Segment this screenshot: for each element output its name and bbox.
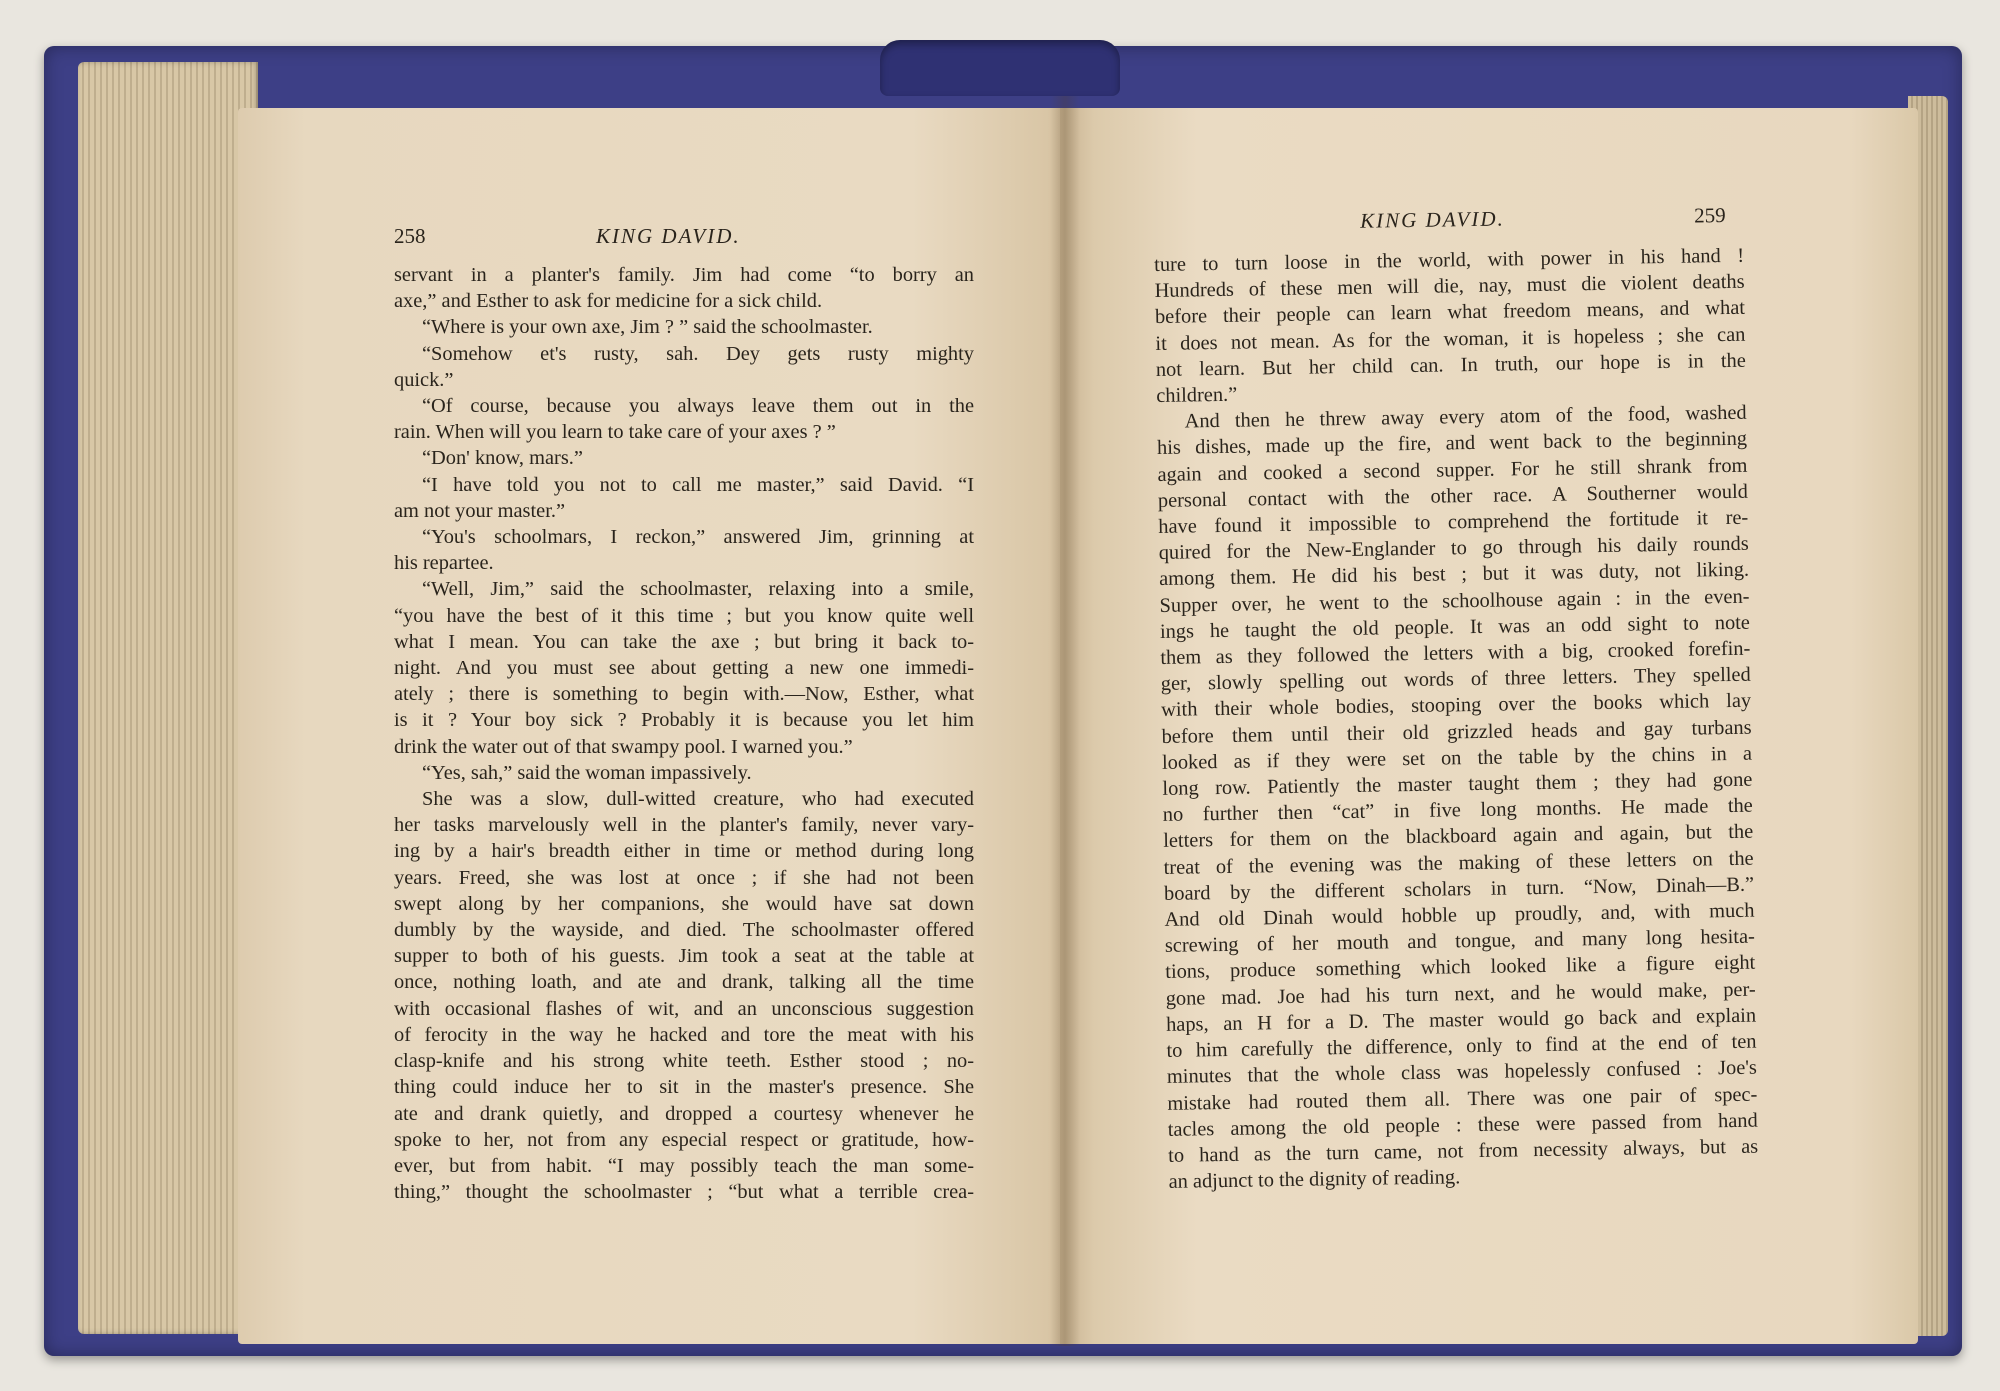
text-line: an adjunct to the dignity of reading.	[1168, 1166, 1461, 1193]
right-page-text	[1154, 243, 1759, 1195]
text-line: of ferocity in the way he hacked and tore the meat with his	[394, 1023, 974, 1046]
text-line: ately ; there is something to begin with.—Now, Esther, what	[394, 683, 974, 706]
text-line: ture to turn loose in the world, with power in his hand !	[1154, 244, 1745, 276]
text-line: letters for them on the blackboard again and again, but the	[1163, 821, 1754, 853]
text-line: not learn. But her child can. In truth, our hope is in the	[1155, 349, 1746, 381]
text-line: “Of course, because you always leave them out in the	[422, 395, 974, 418]
text-line: her tasks marvelously well in the planter's family, never vary-	[394, 814, 974, 837]
text-line: am not your master.”	[394, 499, 566, 522]
text-line: mistake had routed them all. There was one pair of spec-	[1167, 1083, 1758, 1115]
text-line: before them until their old grizzled heads and gay turbans	[1161, 716, 1752, 748]
text-line: his dishes, made up the fire, and went back to the beginning	[1156, 428, 1748, 460]
text-line: tacles among the old people : these were passed from hand	[1167, 1109, 1758, 1141]
book-spine	[880, 40, 1120, 96]
text-line: looked as if they were set on the table by the chins in a	[1161, 742, 1753, 774]
text-line: ate and drank quietly, and dropped a courtesy whenever he	[394, 1102, 974, 1125]
text-line: “Yes, sah,” said the woman impassively.	[422, 761, 752, 784]
text-line: “Somehow et's rusty, sah. Dey gets rusty mighty	[422, 342, 974, 365]
text-line: no further then “cat” in five long months. He made the	[1162, 794, 1753, 827]
text-line: them as they followed the letters with a big, crooked forefin-	[1160, 637, 1751, 669]
text-line: “I have told you not to call me master,” said David. “I	[422, 473, 974, 496]
text-line: clasp-knife and his strong white teeth. Esther stood ; no-	[394, 1050, 974, 1073]
text-line: with occasional flashes of wit, and an unconscious suggestion	[394, 997, 974, 1020]
text-line: thing could induce her to sit in the master's presence. She	[394, 1076, 974, 1099]
text-line: again and cooked a second supper. For he still shrank from	[1157, 454, 1748, 486]
text-line: dumbly by the wayside, and died. The schoolmaster offered	[394, 919, 974, 942]
right-running-title: KING DAVID.	[1359, 206, 1505, 233]
text-line: She was a slow, dull-witted creature, who had executed	[422, 788, 974, 811]
text-line: what I mean. You can take the axe ; but bring it back to-	[394, 630, 974, 653]
text-line: among them. He did his best ; but it was duty, not liking.	[1158, 559, 1750, 591]
text-line: “You's schoolmars, I reckon,” answered Jim, grinning at	[422, 526, 974, 549]
text-line: before their people can learn what freedom means, and what	[1154, 297, 1746, 329]
text-line: swept along by her companions, she would have sat down	[394, 892, 974, 915]
text-line: treat of the evening was the making of these letters on the	[1163, 847, 1754, 879]
text-line: ing by a hair's breadth either in time or method during long	[394, 840, 974, 863]
text-line: drink the water out of that swampy pool. I warned you.”	[394, 735, 853, 758]
text-line: Supper over, he went to the schoolhouse again : in the even-	[1159, 585, 1750, 617]
text-line: once, nothing loath, and ate and drank, talking all the time	[394, 971, 974, 994]
text-line: spoke to her, not from any especial respect or gratitude, how-	[394, 1128, 974, 1151]
text-line: minutes that the whole class was hopelessly confused : Joe's	[1166, 1056, 1758, 1089]
text-line: screwing of her mouth and tongue, and many long hesita-	[1164, 925, 1756, 958]
right-page-number: 259	[1693, 203, 1726, 228]
text-line: “you have the best of it this time ; but you know quite well	[394, 604, 974, 627]
text-line: years. Freed, she was lost at once ; if she had not been	[394, 866, 974, 889]
text-line: servant in a planter's family. Jim had come “to borry an	[394, 264, 974, 286]
text-line: long row. Patiently the master taught them ; they had gone	[1162, 768, 1753, 800]
text-line: haps, an H for a D. The master would go back and explain	[1165, 1004, 1757, 1036]
text-line: quired for the New-Englander to go through his daily rounds	[1158, 532, 1749, 565]
text-line: ever, but from habit. “I may possibly teach the man some-	[394, 1154, 974, 1177]
text-line: board by the different scholars in turn. “Now, Dinah—B.”	[1163, 873, 1755, 905]
text-line: to him carefully the difference, only to find at the end of ten	[1166, 1030, 1757, 1062]
left-running-title: KING DAVID.	[596, 224, 741, 248]
text-line: tions, produce something which looked like a figure eight	[1165, 952, 1756, 984]
left-page-edges	[78, 62, 258, 1334]
text-line: quick.”	[394, 368, 454, 391]
text-line: ings he taught the old people. It was an odd sight to note	[1159, 611, 1751, 643]
text-line: is it ? Your boy sick ? Probably it is because you let him	[394, 709, 974, 732]
left-page-number: 258	[394, 224, 426, 248]
text-line: rain. When will you learn to take care of your axes ? ”	[394, 421, 836, 444]
text-line: And old Dinah would hobble up proudly, and, with much	[1164, 899, 1755, 931]
text-line: ger, slowly spelling out words of three letters. They spelled	[1160, 663, 1751, 696]
text-line: thing,” thought the schoolmaster ; “but what a terrible crea-	[394, 1181, 974, 1204]
text-line: Hundreds of these men will die, nay, must die violent deaths	[1154, 270, 1745, 303]
text-line: his repartee.	[394, 552, 494, 575]
text-line: “Don' know, mars.”	[422, 447, 583, 470]
left-page-text	[394, 262, 974, 1205]
text-line: supper to both of his guests. Jim took a seat at the table at	[394, 945, 974, 968]
text-line: “Well, Jim,” said the schoolmaster, relaxing into a smile,	[422, 578, 974, 601]
text-line: personal contact with the other race. A Southerner would	[1157, 480, 1749, 512]
text-line: “Where is your own axe, Jim ? ” said the schoolmaster.	[422, 316, 873, 339]
text-line: with their whole bodies, stooping over the books which lay	[1161, 690, 1752, 722]
text-line: children.”	[1156, 383, 1238, 407]
text-line: have found it impossible to comprehend the fortitude it re-	[1158, 506, 1749, 538]
text-line: axe,” and Esther to ask for medicine for a sick child.	[394, 290, 823, 313]
book-gutter	[1050, 96, 1080, 1346]
text-line: And then he threw away every atom of the food, washed	[1184, 401, 1747, 433]
text-line: gone mad. Joe had his turn next, and he would make, per-	[1165, 978, 1756, 1010]
text-line: night. And you must see about getting a new one immedi-	[394, 657, 974, 680]
text-line: to hand as the turn came, not from necessity always, but as	[1168, 1135, 1759, 1167]
text-line: it does not mean. As for the woman, it is hopeless ; she can	[1155, 323, 1746, 355]
